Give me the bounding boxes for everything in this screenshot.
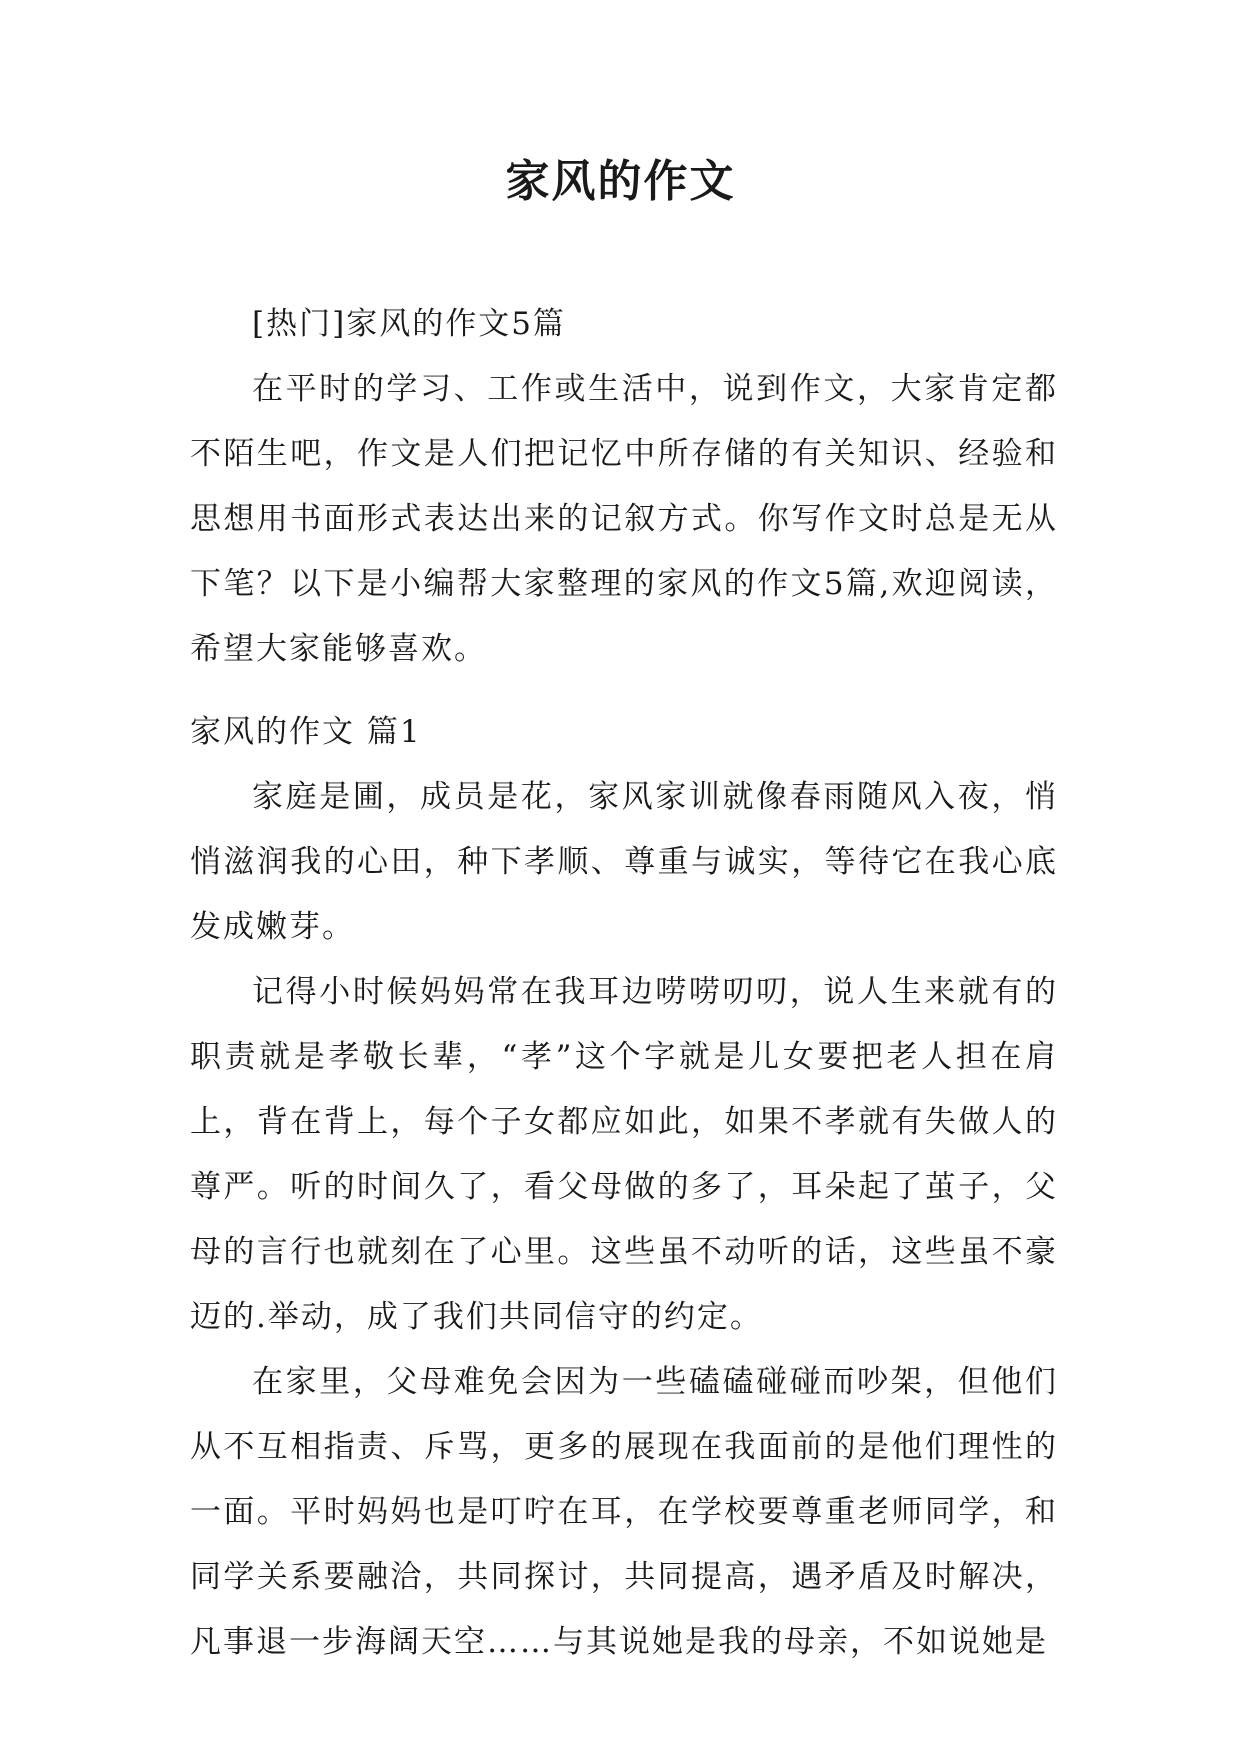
essay-section (190, 700, 1058, 1675)
body-paragraph: 在家里，父母难免会因为一些磕磕碰碰而吵架，但他们从不互相指责、斥骂，更多的展现在我面前的是他们理性的一面。平时妈妈也是叮咛在耳，在学校要尊重老师同学，和同学关系要融洽，共同探讨，共同提高，遇矛盾及时解决，凡事退一步海阔天空……与其说她是我的母亲，不如说她是 (190, 1364, 1058, 1660)
intro-heading: [热门]家风的作文5篇 (252, 306, 566, 342)
body-paragraph: 记得小时候妈妈常在我耳边唠唠叨叨，说人生来就有的职责就是孝敬长辈，“孝”这个字就是儿女要把老人担在肩上，背在背上，每个子女都应如此，如果不孝就有失做人的尊严。听的时间久了，看父母做的多了，耳朵起了茧子，父母的言行也就刻在了心里。这些虽不动听的话，这些虽不豪迈的.举动，成了我们共同信守的约定。 (190, 974, 1058, 1335)
section-heading: 家风的作文 篇1 (190, 714, 422, 750)
body-paragraph: 家庭是圃，成员是花，家风家训就像春雨随风入夜，悄悄滋润我的心田，种下孝顺、尊重与诚实，等待它在我心底发成嫩芽。 (190, 779, 1058, 945)
intro-paragraph: 在平时的学习、工作或生活中，说到作文，大家肯定都不陌生吧，作文是人们把记忆中所存储的有关知识、经验和思想用书面形式表达出来的记叙方式。你写作文时总是无从下笔？以下是小编帮大家整理的家风的作文5篇,欢迎阅读，希望大家能够喜欢。 (190, 371, 1058, 667)
document-title: 家风的作文 (505, 156, 736, 207)
intro-section (190, 292, 1058, 682)
